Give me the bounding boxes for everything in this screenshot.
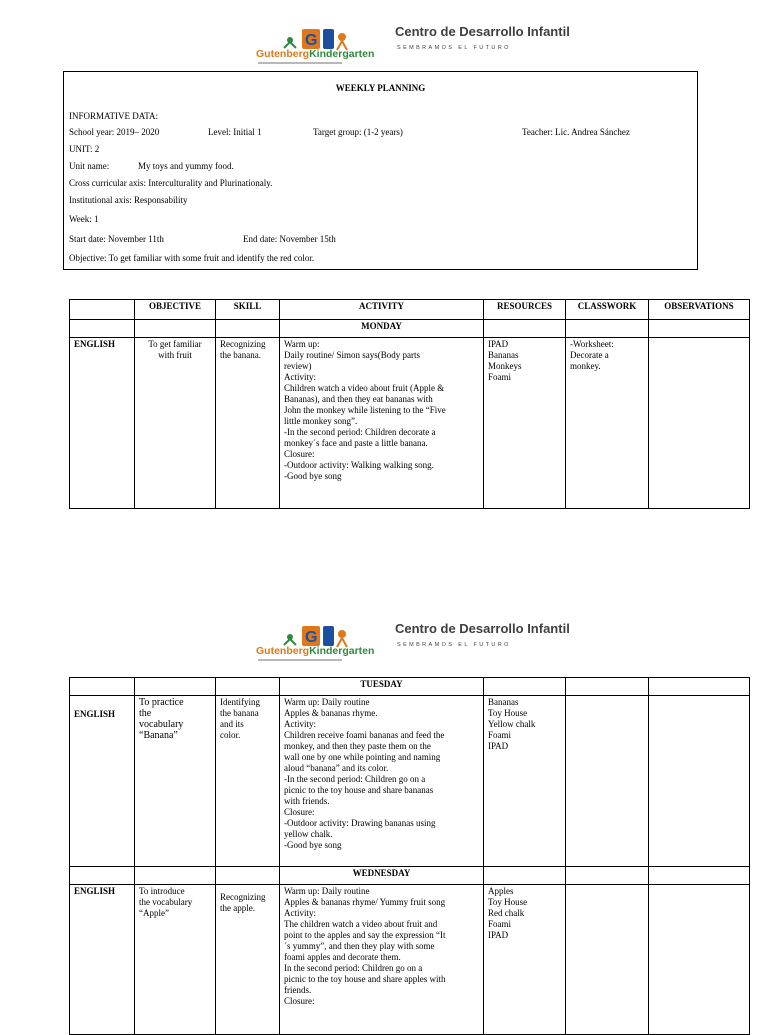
target-group: Target group: (1-2 years) — [313, 127, 403, 137]
level: Level: Initial 1 — [208, 127, 262, 137]
unit-name-label: Unit name: — [69, 161, 110, 171]
motto: SEMBRAMOS EL FUTURO — [397, 45, 511, 51]
classwork-cell — [566, 696, 649, 867]
objective-cell: To introduce the vocabulary “Apple” — [135, 885, 216, 1035]
cross-curricular-axis: Cross curricular axis: Interculturality and Plurinationaly. — [69, 178, 273, 188]
motto: SEMBRAMOS EL FUTURO — [397, 642, 511, 648]
header-observations: OBSERVATIONS — [649, 300, 750, 320]
resources-cell: Apples Toy House Red chalk Foami IPAD — [484, 885, 566, 1035]
resources-cell: Bananas Toy House Yellow chalk Foami IPAD — [484, 696, 566, 867]
unit: UNIT: 2 — [69, 144, 100, 154]
skill-cell: Recognizing the apple. — [216, 885, 280, 1035]
subject: ENGLISH — [70, 885, 135, 1035]
day-row-wednesday — [70, 867, 750, 885]
objective: Objective: To get familiar with some fruit and identify the red color. — [69, 253, 315, 263]
activity-cell: Warm up: Daily routine/ Simon says(Body parts review) Activity: Children watch a video about fruit (Apple & Bananas), and then they eat bananas with John the monkey while listening to the “Five little monkey song”. -In the second period: Children decorate a monkey´s face and paste a little banana. Closure: -Outdoor activity: Walking walking song. -Good bye song — [280, 338, 484, 509]
header-classwork: CLASSWORK — [566, 300, 649, 320]
day-label: WEDNESDAY — [280, 867, 484, 885]
observations-cell — [649, 885, 750, 1035]
subject: ENGLISH — [70, 338, 135, 509]
observations-cell — [649, 338, 750, 509]
school-year: School year: 2019– 2020 — [69, 127, 160, 137]
table-row — [70, 696, 750, 867]
table-row — [70, 885, 750, 1035]
skill-cell: Recognizing the banana. — [216, 338, 280, 509]
day-label: TUESDAY — [280, 678, 484, 696]
header-logo-page-2 — [250, 617, 610, 667]
header-objective: OBJECTIVE — [135, 300, 216, 320]
unit-name: My toys and yummy food. — [138, 161, 234, 171]
teacher: Teacher: Lic. Andrea Sánchez — [522, 127, 630, 137]
page-title: WEEKLY PLANNING — [335, 83, 426, 93]
table-header-row — [70, 300, 750, 320]
observations-cell — [649, 696, 750, 867]
planning-table-monday — [69, 299, 750, 509]
start-date: Start date: November 11th — [69, 234, 164, 244]
svg-text:G: G — [305, 32, 318, 49]
resources-cell: IPAD Bananas Monkeys Foami — [484, 338, 566, 509]
brand-name: GutenbergKindergarten — [256, 48, 375, 60]
planning-table-tuesday-wednesday — [69, 677, 750, 1035]
header-resources: RESOURCES — [484, 300, 566, 320]
week: Week: 1 — [69, 214, 99, 224]
informative-data-box — [63, 71, 698, 270]
header-blank — [70, 300, 135, 320]
brand-underline — [258, 62, 342, 64]
subject: ENGLISH — [70, 696, 135, 867]
svg-text:G: G — [305, 629, 318, 646]
header-skill: SKILL — [216, 300, 280, 320]
day-row-tuesday — [70, 678, 750, 696]
skill-cell: Identifying the banana and its color. — [216, 696, 280, 867]
activity-cell: Warm up: Daily routine Apples & bananas rhyme. Activity: Children receive foami bananas and feed the monkey, and then they paste them on the wall one by one while pointing and naming aloud “banana” and its color. -In the second period: Children go on a picnic to the toy house and share bananas with friends. Closure: -Outdoor activity: Drawing bananas using yellow chalk. -Good bye song — [280, 696, 484, 867]
header-logo — [250, 20, 610, 70]
informative-label: INFORMATIVE DATA: — [69, 111, 159, 121]
day-row-monday — [70, 320, 750, 338]
institutional-axis: Institutional axis: Responsability — [69, 195, 188, 205]
brand-name: GutenbergKindergarten — [256, 645, 375, 657]
classwork-cell — [566, 885, 649, 1035]
end-date: End date: November 15th — [243, 234, 336, 244]
brand-underline — [258, 659, 342, 661]
table-row — [70, 338, 750, 509]
day-label: MONDAY — [280, 320, 484, 338]
center-name: Centro de Desarrollo Infantil — [395, 24, 570, 39]
objective-cell: To get familiar with fruit — [135, 338, 216, 509]
activity-cell: Warm up: Daily routine Apples & bananas rhyme/ Yummy fruit song Activity: The children watch a video about fruit and point to the apples and say the expression “It ´s yummy”, and then they play with some foami apples and decorate them. In the second period: Children go on a picnic to the toy house and share apples with friends. Closure: — [280, 885, 484, 1035]
header-activity: ACTIVITY — [280, 300, 484, 320]
classwork-cell: -Worksheet: Decorate a monkey. — [566, 338, 649, 509]
objective-cell: To practice the vocabulary “Banana” — [135, 696, 216, 867]
center-name: Centro de Desarrollo Infantil — [395, 621, 570, 636]
